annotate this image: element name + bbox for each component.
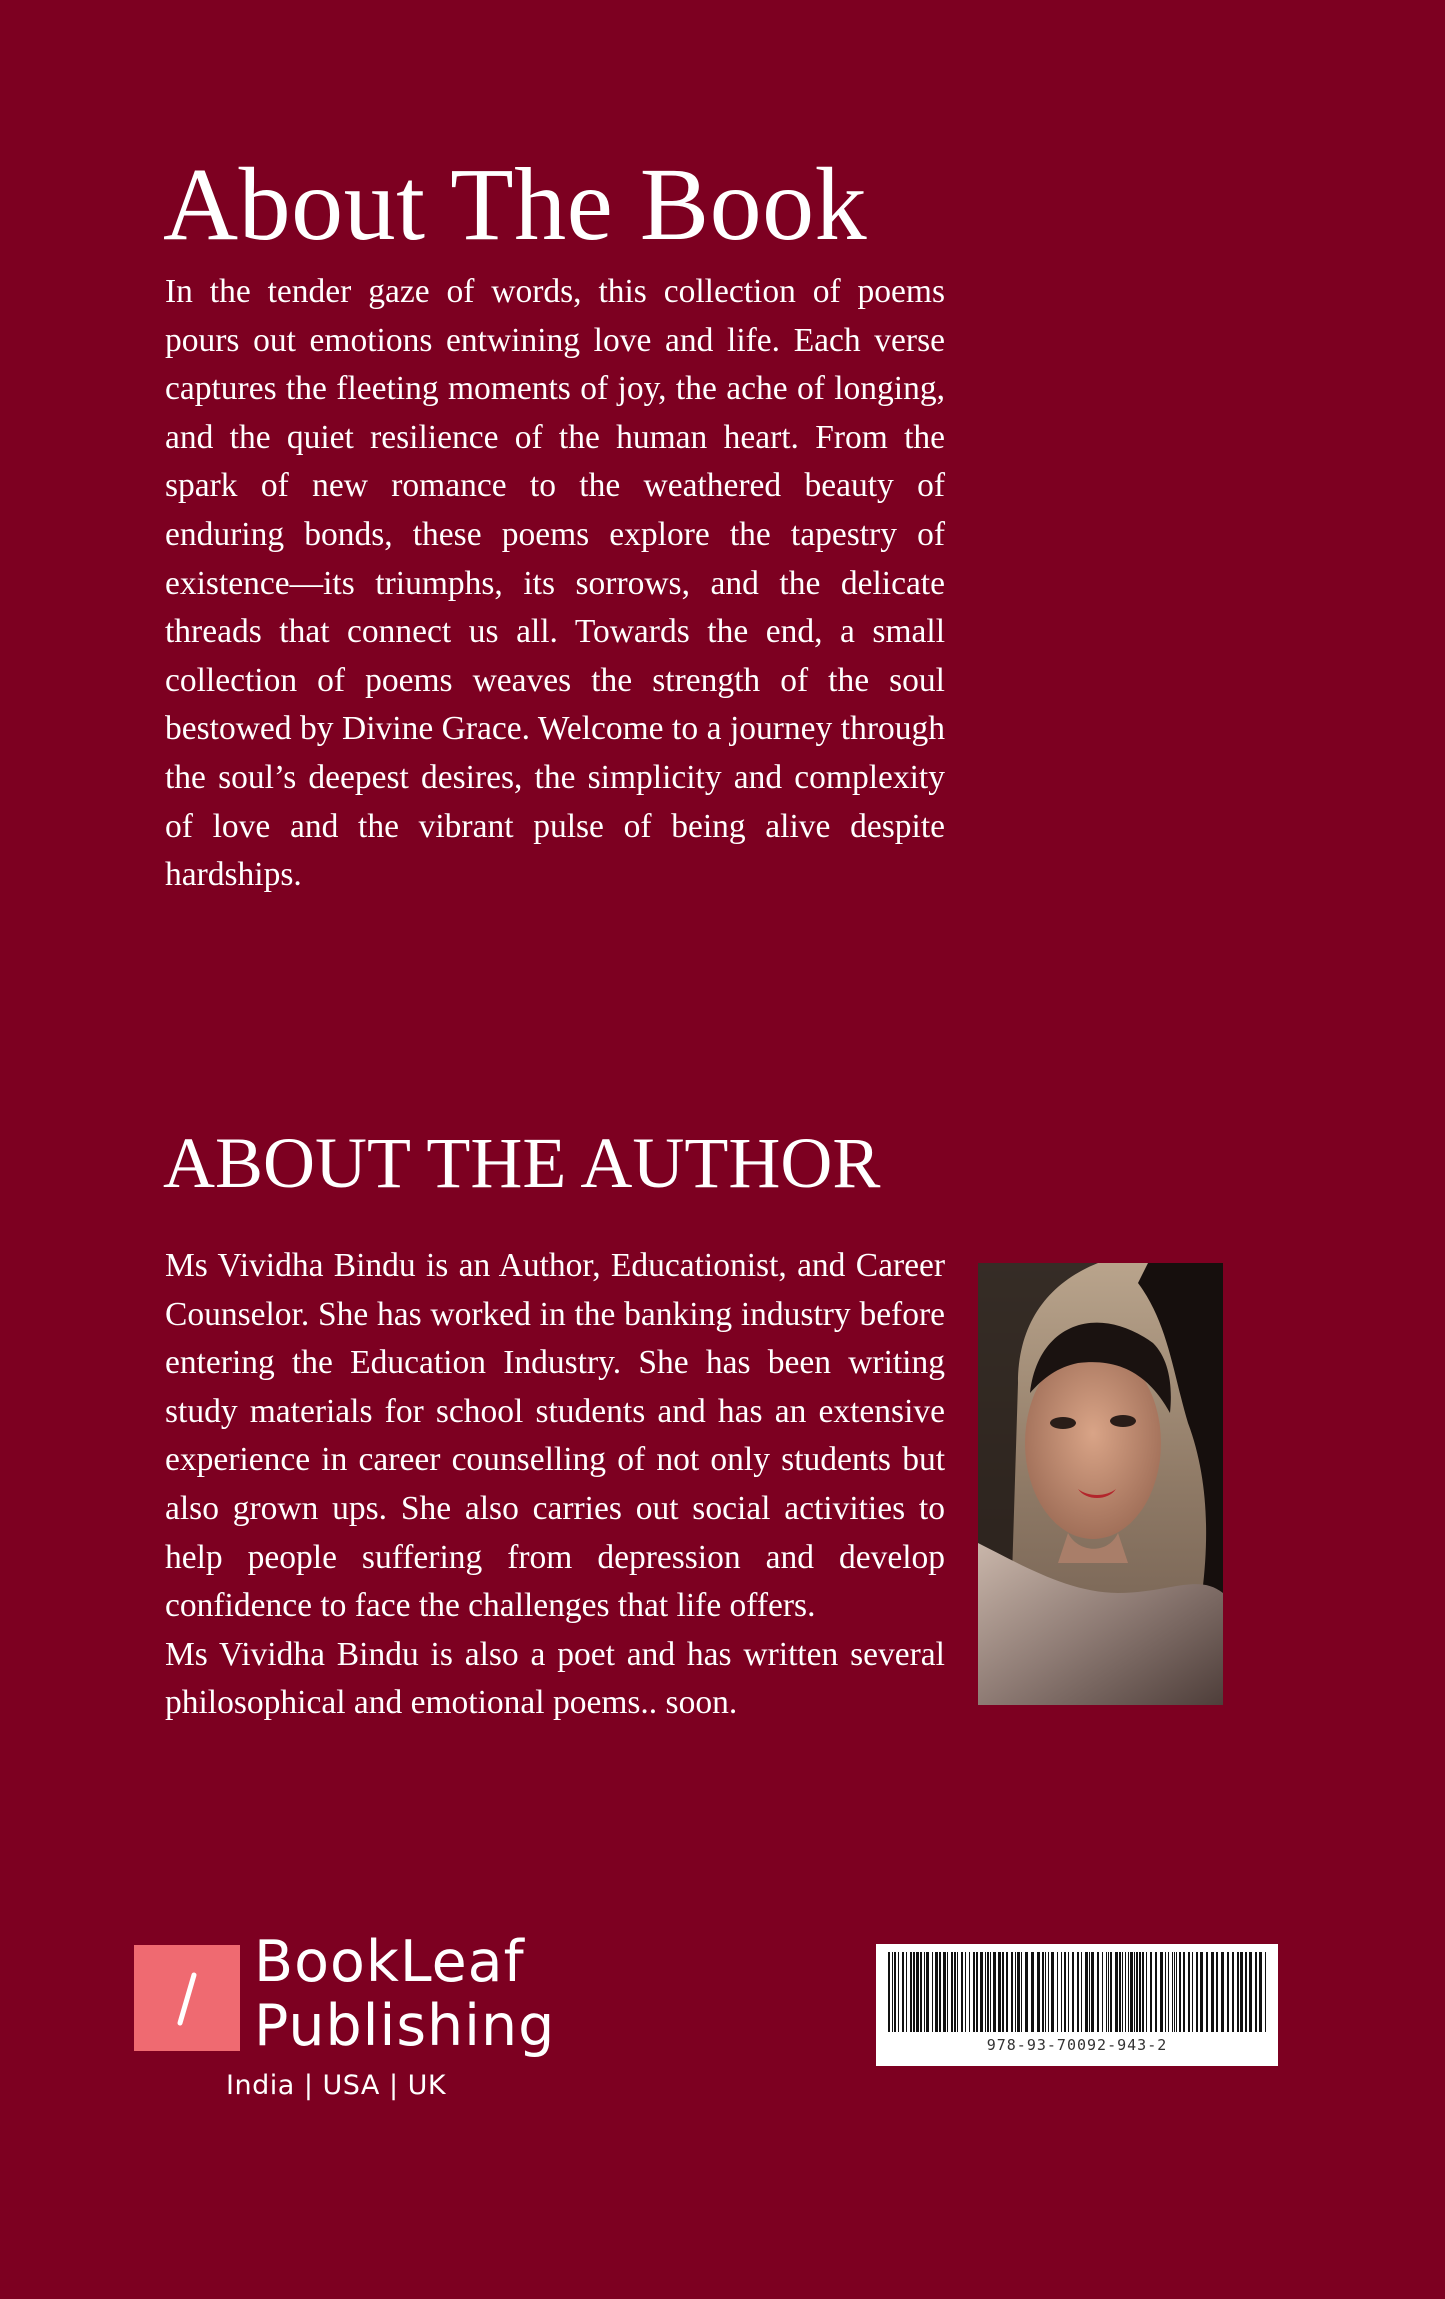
barcode-bar <box>969 1952 970 2032</box>
barcode-bar <box>1155 1952 1157 2032</box>
barcode-bar <box>1072 1952 1074 2032</box>
barcode-bar <box>913 1952 915 2032</box>
barcode-bar <box>1057 1952 1058 2032</box>
barcode-bar <box>1221 1952 1224 2032</box>
barcode-bar <box>993 1952 996 2032</box>
barcode-bar <box>987 1952 989 2032</box>
barcode-bar <box>926 1952 929 2032</box>
barcode-bar <box>985 1952 986 2032</box>
barcode-bar <box>898 1952 899 2032</box>
barcode-bar <box>1172 1952 1173 2032</box>
publisher-logo-text <box>254 1930 555 2058</box>
barcode-bar <box>1110 1952 1112 2032</box>
barcode-bar <box>1237 1952 1239 2032</box>
barcode-bar <box>1068 1952 1069 2032</box>
barcode-bar <box>947 1952 948 2032</box>
barcode-bar <box>1160 1952 1163 2032</box>
barcode-bar <box>1048 1952 1049 2032</box>
barcode-bar <box>1192 1952 1193 2032</box>
barcode-bar <box>980 1952 983 2032</box>
barcode-bar <box>1115 1952 1118 2032</box>
barcode-bar <box>1025 1952 1028 2032</box>
barcode-bar <box>1216 1952 1218 2032</box>
barcode-bar <box>1085 1952 1088 2032</box>
barcode-bar <box>1245 1952 1247 2032</box>
barcode-bar <box>951 1952 953 2032</box>
barcode-bar <box>1125 1952 1126 2032</box>
barcode-bar <box>1265 1952 1266 2032</box>
barcode-bar <box>1196 1952 1198 2032</box>
barcode-bar <box>1136 1952 1138 2032</box>
publisher-name-line-2: Publishing <box>254 1993 556 2059</box>
barcode-bar <box>1081 1952 1082 2032</box>
barcode-bar <box>1002 1952 1004 2032</box>
barcode-bar <box>1089 1952 1090 2032</box>
barcode-bar <box>1011 1952 1013 2032</box>
barcode-bar <box>1174 1952 1175 2032</box>
publisher-name-line-1: BookLeaf <box>254 1929 525 1995</box>
barcode-bar <box>1134 1952 1135 2032</box>
barcode-bar <box>892 1952 893 2032</box>
barcode-bar <box>1045 1952 1046 2032</box>
barcode-bar <box>924 1952 925 2032</box>
barcode-bar <box>1051 1952 1054 2032</box>
author-photo <box>978 1263 1223 1705</box>
barcode-bar <box>1064 1952 1066 2032</box>
barcode-bar <box>1122 1952 1123 2032</box>
barcode-bar <box>920 1952 922 2032</box>
barcode-bar <box>1106 1952 1107 2032</box>
barcode-bar <box>1102 1952 1103 2032</box>
barcode-bar <box>894 1952 896 2032</box>
barcode-bar <box>990 1952 991 2032</box>
barcode-bar <box>1150 1952 1152 2032</box>
barcode-bar <box>1165 1952 1166 2032</box>
about-book-text: In the tender gaze of words, this collection of poems pours out emotions entwining love and life. Each verse captures the fleeting moments of joy, the ache of longing, and the quiet resilience of the human heart. From the spark of new romance to the weathered beauty of enduring bonds, these poems explore the tapestry of existence—its triumphs, its sorrows, and the delicate threads that connect us all. Towards the end, a small collection of poems weaves the strength of the soul bestowed by Divine Grace. Welcome to a journey through the soul’s deepest desires, the simplicity and complexity of love and the vibrant pulse of being alive despite hardships. <box>165 273 945 894</box>
barcode-bar <box>1168 1952 1169 2032</box>
barcode-bar <box>1091 1952 1094 2032</box>
barcode-bar <box>1128 1952 1129 2032</box>
barcode-bar <box>916 1952 919 2032</box>
barcode-bar <box>1061 1952 1062 2032</box>
barcode-bar <box>932 1952 933 2032</box>
about-author-text <box>165 1242 945 1728</box>
barcode-bar <box>954 1952 956 2032</box>
barcode-bar <box>1119 1952 1121 2032</box>
barcode-bar <box>1139 1952 1141 2032</box>
barcode-bar <box>1176 1952 1177 2032</box>
author-poet-paragraph: Ms Vividha Bindu is also a poet and has written several philosophical and emotional poems.. soon. <box>165 1635 945 1722</box>
barcode-bar <box>1130 1952 1133 2032</box>
barcode-bar <box>1188 1952 1190 2032</box>
barcode-bar <box>910 1952 912 2032</box>
barcode-bar <box>965 1952 966 2032</box>
barcode-bar <box>1232 1952 1234 2032</box>
barcode-bar <box>1179 1952 1181 2032</box>
barcode-bar <box>935 1952 938 2032</box>
isbn-number: 978-93-70092-943-2 <box>986 2036 1168 2054</box>
about-book-heading: About The Book <box>163 147 868 262</box>
barcode-bar <box>961 1952 963 2032</box>
barcode-bar <box>906 1952 907 2032</box>
barcode-bar <box>1249 1952 1252 2032</box>
barcode-bar <box>1240 1952 1243 2032</box>
publisher-logo-mark <box>134 1945 240 2051</box>
barcode-bar <box>1227 1952 1229 2032</box>
isbn-barcode <box>876 1944 1278 2066</box>
barcode-bar <box>1097 1952 1099 2032</box>
barcode-bar <box>1211 1952 1214 2032</box>
barcode-bar <box>1017 1952 1020 2032</box>
barcode-bar <box>1200 1952 1203 2032</box>
barcode-bar <box>1042 1952 1044 2032</box>
barcode-bar <box>1077 1952 1079 2032</box>
about-author-heading: ABOUT THE AUTHOR <box>163 1123 881 1203</box>
barcode-bar <box>998 1952 1001 2032</box>
barcode-bar <box>957 1952 958 2032</box>
author-bio-paragraph: Ms Vividha Bindu is an Author, Educationist, and Career Counselor. She has worked in the banking industry before entering the Education Industry. She has been writing study materials for school students and has an extensive experience in career counselling of not only students but also grown ups. She also carries out social activities to help people suffering from depression and develop confidence to face the challenges that life offers. <box>165 1247 945 1625</box>
barcode-bar <box>973 1952 975 2032</box>
barcode-bar <box>1021 1952 1022 2032</box>
barcode-bar <box>1031 1952 1034 2032</box>
barcode-bar <box>1146 1952 1147 2032</box>
barcode-bar <box>1142 1952 1144 2032</box>
barcode-bar <box>976 1952 978 2032</box>
barcode-bar <box>1015 1952 1016 2032</box>
barcode-bar <box>1183 1952 1185 2032</box>
barcode-bar <box>1006 1952 1008 2032</box>
barcode-bar <box>902 1952 904 2032</box>
barcode-bar <box>1108 1952 1109 2032</box>
barcode-bar <box>939 1952 941 2032</box>
barcode-bar <box>943 1952 946 2032</box>
barcode-bar <box>888 1952 890 2032</box>
barcode-bar <box>1255 1952 1257 2032</box>
barcode-bar <box>1206 1952 1208 2032</box>
publisher-countries: India | USA | UK <box>226 2070 447 2101</box>
barcode-bar <box>1259 1952 1262 2032</box>
barcode-bar <box>1037 1952 1040 2032</box>
